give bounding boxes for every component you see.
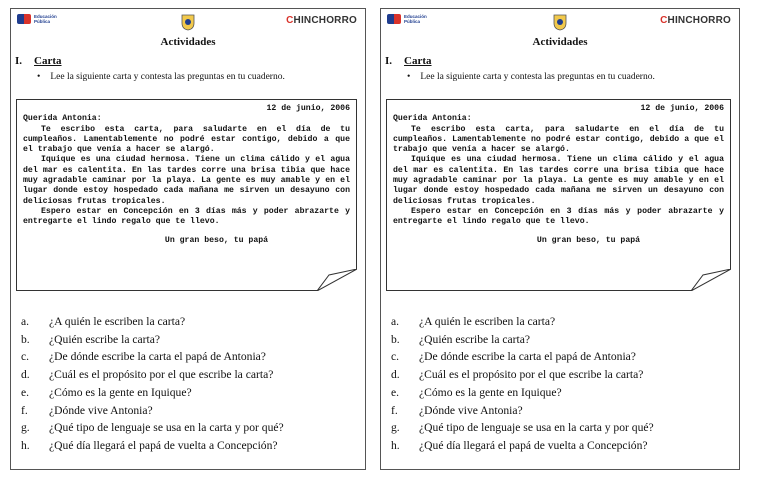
letter-paragraph: Te escribo esta carta, para saludarte en el día de tu cumpleaños. Lamentablemente no podré estar contigo, debido a que el trabajo que venía a hacer se alargó. bbox=[23, 124, 350, 155]
question-item: d. ¿Cuál es el propósito por el que escribe la carta? bbox=[21, 368, 274, 382]
question-item: a. ¿A quién le escriben la carta? bbox=[21, 315, 186, 328]
letter-date: 12 de junio, 2006 bbox=[640, 104, 724, 113]
letter-signature: Un gran beso, tu papá bbox=[164, 235, 269, 245]
logo-line-2: Pública bbox=[404, 19, 421, 24]
letter-signature: Un gran beso, tu papá bbox=[536, 235, 641, 245]
question-item: b. ¿Quién escribe la carta? bbox=[21, 332, 161, 346]
school-crest-icon bbox=[552, 13, 568, 31]
letter-paragraph: Espero estar en Concepción en 3 días más y poder abrazarte y entregarte el lindo regalo que te llevo. bbox=[23, 206, 350, 227]
letter-greeting: Querida Antonia: bbox=[393, 114, 472, 124]
question-item: f. ¿Dónde vive Antonia? bbox=[391, 403, 523, 417]
question-item: c. ¿De dónde escribe la carta el papá de Antonia? bbox=[21, 350, 266, 364]
instruction: • Lee la siguiente carta y contesta las preguntas en tu cuaderno. bbox=[407, 72, 655, 82]
worksheet-page-right bbox=[380, 8, 740, 470]
question-item: e. ¿Cómo es la gente en Iquique? bbox=[391, 385, 562, 399]
logo-line-1: Educación bbox=[34, 14, 57, 19]
school-name-logo: CHINCHORRO bbox=[660, 15, 731, 26]
question-item: h. ¿Qué día llegará el papá de vuelta a Concepción? bbox=[391, 438, 648, 452]
logo-line-2: Pública bbox=[34, 19, 51, 24]
question-item: d. ¿Cuál es el propósito por el que escribe la carta? bbox=[391, 368, 644, 382]
educacion-publica-logo bbox=[387, 14, 427, 24]
question-item: f. ¿Dónde vive Antonia? bbox=[21, 403, 153, 417]
question-list bbox=[21, 313, 284, 455]
school-crest-icon bbox=[180, 13, 196, 31]
letter-date: 12 de junio, 2006 bbox=[266, 104, 350, 113]
section-heading: I. Carta bbox=[15, 55, 62, 67]
section-heading: I. Carta bbox=[385, 55, 432, 67]
question-item: h. ¿Qué día llegará el papá de vuelta a Concepción? bbox=[21, 438, 278, 452]
letter-box bbox=[16, 99, 357, 291]
logo-mark-icon bbox=[387, 14, 401, 24]
question-item: g. ¿Qué tipo de lenguaje se usa en la carta y por qué? bbox=[21, 421, 284, 435]
question-list bbox=[391, 313, 654, 455]
letter-paragraph: Iquique es una ciudad hermosa. Tiene un clima cálido y el agua del mar es calentita. En las tardes corre una brisa tibia que hace muy agradable caminar por la playa. La gente es muy amable y en el lugar donde estoy hospedado cada mañana me sirven un desayuno con deliciosas frutas tropicales. bbox=[393, 155, 724, 206]
letter-paragraph: Iquique es una ciudad hermosa. Tiene un clima cálido y el agua del mar es calentita. En las tardes corre una brisa tibia que hace muy agradable caminar por la playa. La gente es muy amable y en el lugar donde estoy hospedado cada mañana me sirven un desayuno con deliciosas frutas tropicales. bbox=[23, 155, 350, 206]
page-curl-icon bbox=[691, 269, 731, 291]
educacion-publica-logo bbox=[17, 14, 57, 24]
question-item: a. ¿A quién le escriben la carta? bbox=[391, 315, 556, 328]
worksheet-page-left bbox=[10, 8, 366, 470]
school-name-logo: CHINCHORRO bbox=[286, 15, 357, 26]
instruction: • Lee la siguiente carta y contesta las preguntas en tu cuaderno. bbox=[37, 72, 285, 82]
question-item: b. ¿Quién escribe la carta? bbox=[391, 332, 531, 346]
letter-paragraph: Te escribo esta carta, para saludarte en el día de tu cumpleaños. Lamentablemente no podré estar contigo, debido a que el trabajo que venía a hacer se alargó. bbox=[393, 124, 724, 155]
logo-mark-icon bbox=[17, 14, 31, 24]
question-item: g. ¿Qué tipo de lenguaje se usa en la carta y por qué? bbox=[391, 421, 654, 435]
letter-paragraph: Espero estar en Concepción en 3 días más y poder abrazarte y entregarte el lindo regalo que te llevo. bbox=[393, 206, 724, 227]
question-item: c. ¿De dónde escribe la carta el papá de Antonia? bbox=[391, 350, 636, 364]
letter-greeting: Querida Antonia: bbox=[23, 114, 102, 124]
page-title: Actividades bbox=[532, 36, 588, 48]
question-item: e. ¿Cómo es la gente en Iquique? bbox=[21, 385, 192, 399]
logo-line-1: Educación bbox=[404, 14, 427, 19]
page-title: Actividades bbox=[160, 36, 216, 48]
letter-box bbox=[386, 99, 731, 291]
page-curl-icon bbox=[317, 269, 357, 291]
